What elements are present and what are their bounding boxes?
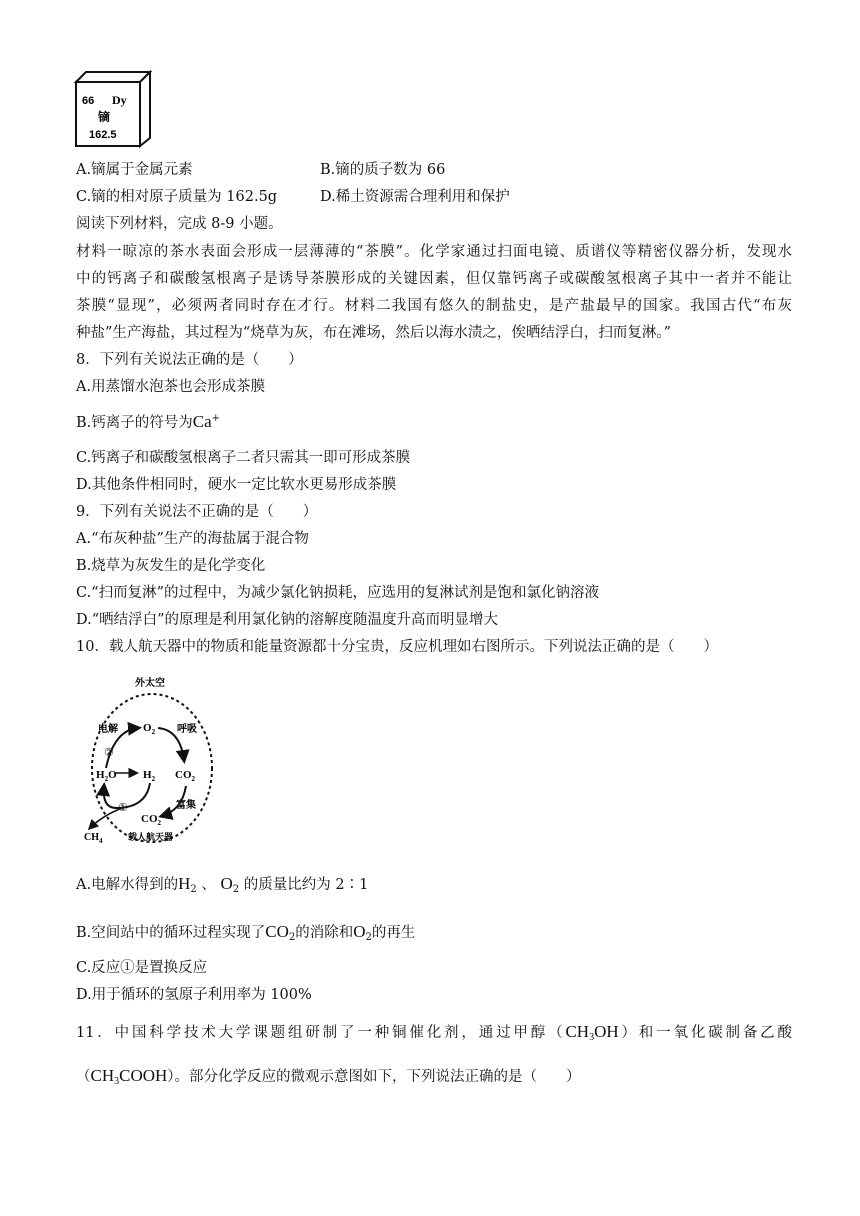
co2-bottom-label: $CO_2$ xyxy=(141,813,161,827)
q9-option-d: D.“晒结浮白”的原理是利用氯化钠的溶解度随温度升高而明显增大 xyxy=(76,612,499,628)
outer-space-label: 外太空 xyxy=(135,678,165,689)
carbon-dioxide-formula: CO xyxy=(265,922,289,941)
q11-line-1-suffix: ）和一氧化碳制备乙酸 xyxy=(618,1025,793,1041)
material-line-3: 茶膜“显现”，必须两者同时存在才行。材料二我国有悠久的制盐史，是产盐最早的国家。我国古代“布灰 xyxy=(76,298,792,314)
q10-stem: 10．载人航天器中的物质和能量资源都十分宝贵，反应机理如右图所示。下列说法正确的是（ ） xyxy=(76,639,718,655)
q10-option-a-separator: 、 xyxy=(201,877,216,893)
q8-option-c: C.钙离子和碳酸氢根离子二者只需其一即可形成茶膜 xyxy=(76,450,411,466)
oxygen-regen-formula: O xyxy=(353,922,366,941)
q10-option-b-text: B.空间站中的循环过程实现了 xyxy=(76,925,266,941)
q11-line-2 xyxy=(76,1066,581,1087)
q8-option-b-text: B.钙离子的符号为 xyxy=(76,415,193,431)
h2-label: $H_2$ xyxy=(143,769,156,783)
q7-option-c: C.镝的相对原子质量为 162.5g xyxy=(76,189,278,205)
element-name: 镝 xyxy=(98,110,111,124)
reading-intro: 阅读下列材料，完成 8-9 小题。 xyxy=(76,216,283,232)
step2-label: ② xyxy=(104,746,114,759)
element-symbol: Dy xyxy=(112,93,127,107)
step1-label: ① xyxy=(118,801,128,814)
material-line-1: 材料一晾凉的茶水表面会形成一层薄薄的“茶膜”。化学家通过扫面电镜、质谱仪等精密仪器分析，发现水 xyxy=(76,244,792,260)
breathe-label: 呼吸 xyxy=(177,724,197,735)
q9-option-a: A.“布灰种盐”生产的海盐属于混合物 xyxy=(76,531,309,547)
spacecraft-label: 载人航天器 xyxy=(128,833,174,843)
q10-option-b-middle: 的消除和 xyxy=(295,925,354,941)
q11-line-1-prefix: 11．中国科学技术大学课题组研制了一种铜催化剂，通过甲醇（ xyxy=(76,1025,566,1041)
electrolysis-label: 电解 xyxy=(98,724,118,735)
hydrogen-formula: H xyxy=(178,874,191,893)
q11-line-2-suffix: ）。部分化学反应的微观示意图如下，下列说法正确的是（ ） xyxy=(167,1069,581,1085)
q9-option-c: C.“扫而复淋”的过程中，为减少氯化钠损耗，应选用的复淋试剂是饱和氯化钠溶液 xyxy=(76,585,600,601)
calcium-ion-charge: + xyxy=(211,413,221,424)
q8-option-b xyxy=(76,412,220,433)
calcium-ion-formula: Ca xyxy=(192,412,212,431)
q10-option-a-suffix: 的质量比约为 2∶1 xyxy=(243,877,369,893)
acetic-acid-formula: $CH_3COOH$ xyxy=(90,1066,168,1087)
ch4-label: $CH_4$ xyxy=(84,832,103,845)
q9-option-b: B.烧草为灰发生的是化学变化 xyxy=(76,558,266,574)
methanol-formula: $CH_3OH$ xyxy=(565,1022,619,1043)
dysprosium-element-card xyxy=(74,70,154,148)
material-line-2: 中的钙离子和碳酸氢根离子是诱导茶膜形成的关键因素，但仅靠钙离子或碳酸氢根离子其中一者并不能让 xyxy=(76,271,792,287)
q10-option-a: A.电解水得到的$H_2$ 、 $O_2$ 的质量比约为 2∶1 xyxy=(76,874,369,895)
q8-option-d: D.其他条件相同时，硬水一定比软水更易形成茶膜 xyxy=(76,477,397,493)
material-line-4: 种盐”生产海盐，其过程为“烧草为灰，布在滩场，然后以海水渍之，俟晒结浮白，扫而复淋。” xyxy=(76,325,671,341)
q8-option-a: A.用蒸馏水泡茶也会形成茶膜 xyxy=(76,379,266,395)
q10-option-a-text: A.电解水得到的 xyxy=(76,877,179,893)
q10-option-b-suffix: 的再生 xyxy=(371,925,416,941)
q8-stem: 8．下列有关说法正确的是（ ） xyxy=(76,352,303,368)
q10-option-d: D.用于循环的氢原子利用率为 100% xyxy=(76,987,312,1003)
q11-line-1 xyxy=(76,1022,792,1043)
q9-stem: 9．下列有关说法不正确的是（ ） xyxy=(76,504,318,520)
q10-option-b: B.空间站中的循环过程实现了$CO_2$的消除和$O_2$的再生 xyxy=(76,922,416,943)
co2-right-label: $CO_2$ xyxy=(175,769,195,783)
element-mass: 162.5 xyxy=(89,129,117,141)
q7-option-d: D.稀土资源需合理利用和保护 xyxy=(320,189,510,205)
element-number: 66 xyxy=(82,95,95,107)
spacecraft-cycle-diagram xyxy=(76,668,226,850)
oxygen-formula: O xyxy=(220,874,233,893)
o2-label: $O_2$ xyxy=(143,722,156,736)
h2o-label: $H_2O$ xyxy=(96,769,117,783)
enrich-label: 富集 xyxy=(176,800,196,811)
q10-option-c: C.反应①是置换反应 xyxy=(76,960,208,976)
q7-option-a: A.镝属于金属元素 xyxy=(76,162,193,178)
q7-option-b: B.镝的质子数为 66 xyxy=(320,162,446,178)
q11-line-2-prefix: （ xyxy=(76,1069,91,1085)
